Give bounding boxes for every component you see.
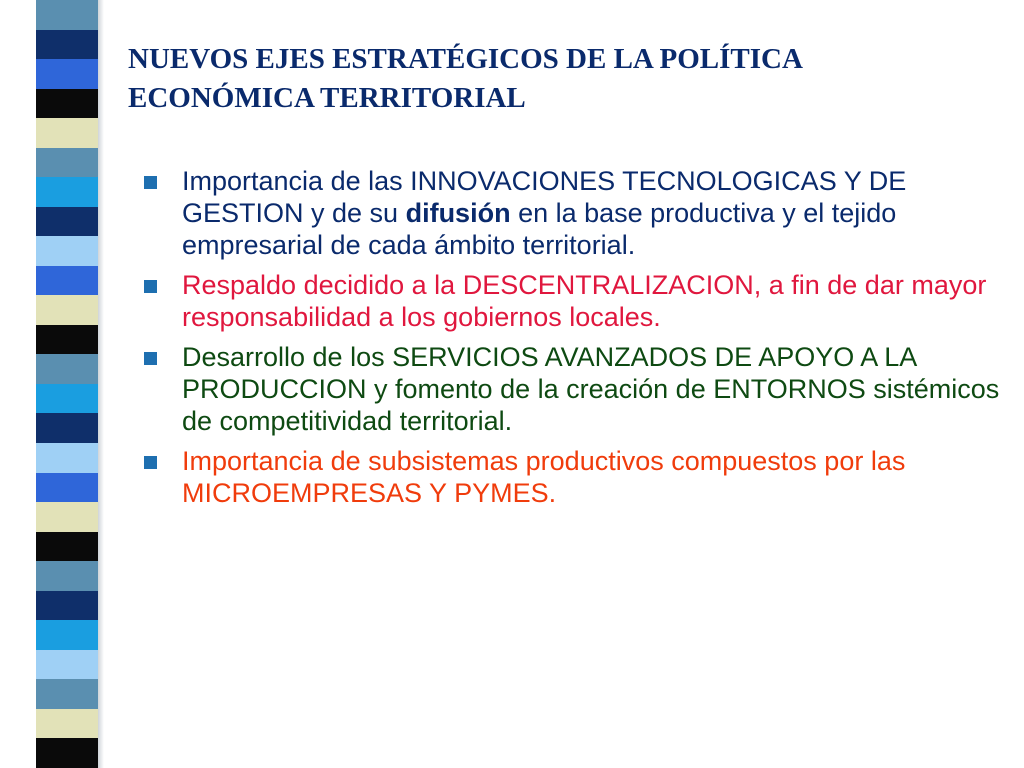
stripe-block xyxy=(36,325,98,355)
stripe-block xyxy=(36,561,98,591)
bullet-item-descentralizacion xyxy=(140,269,1000,333)
square-bullet-icon xyxy=(144,456,157,469)
bullet-text xyxy=(182,166,906,260)
square-bullet-icon xyxy=(144,176,157,189)
bullet-text-part: Importancia de las INNOVACIONES TECNOLOGICAS Y DE GESTION y de su xyxy=(182,166,907,228)
stripe-block xyxy=(36,295,98,325)
stripe-block xyxy=(36,413,98,443)
bullet-text: Respaldo decidido a la DESCENTRALIZACION, a fin de dar mayor responsabilidad a los gobiernos locales. xyxy=(182,270,987,332)
stripe-block xyxy=(36,679,98,709)
stripe-block xyxy=(36,59,98,89)
square-bullet-icon xyxy=(144,352,157,365)
stripe-block xyxy=(36,177,98,207)
stripe-block xyxy=(36,709,98,739)
bullet-item-innovaciones xyxy=(140,165,1000,261)
bullet-text-emphasis: difusión xyxy=(405,198,511,228)
slide-title-line-1: NUEVOS EJES ESTRATÉGICOS DE LA POLÍTICA xyxy=(128,43,803,75)
bullet-text: Desarrollo de los SERVICIOS AVANZADOS DE APOYO A LA PRODUCCION y fomento de la creación de ENTORNOS sistémicos de competitividad territorial. xyxy=(182,342,1000,436)
stripe-block xyxy=(36,650,98,680)
bullet-text-part: en la base productiva y el tejido empresarial de cada ámbito territorial. xyxy=(182,198,897,260)
stripe-block xyxy=(36,30,98,60)
stripe-block xyxy=(36,502,98,532)
stripe-shadow xyxy=(98,0,104,768)
stripe-block xyxy=(36,591,98,621)
slide-title-line-2: ECONÓMICA TERRITORIAL xyxy=(128,82,526,114)
stripe-block xyxy=(36,148,98,178)
stripe-block xyxy=(36,207,98,237)
bullet-text: Importancia de subsistemas productivos compuestos por las MICROEMPRESAS Y PYMES. xyxy=(182,446,906,508)
stripe-block xyxy=(36,236,98,266)
square-bullet-icon xyxy=(144,280,157,293)
stripe-block xyxy=(36,532,98,562)
stripe-block xyxy=(36,266,98,296)
slide-title xyxy=(128,40,1008,118)
stripe-block xyxy=(36,354,98,384)
bullet-item-servicios xyxy=(140,341,1000,437)
stripe-block xyxy=(36,0,98,30)
stripe-block xyxy=(36,473,98,503)
bullet-list xyxy=(140,165,1000,517)
stripe-block xyxy=(36,620,98,650)
stripe-block xyxy=(36,738,98,768)
stripe-block xyxy=(36,118,98,148)
decorative-color-stripe xyxy=(36,0,98,768)
stripe-block xyxy=(36,443,98,473)
bullet-item-subsistemas xyxy=(140,445,1000,509)
stripe-block xyxy=(36,384,98,414)
stripe-block xyxy=(36,89,98,119)
